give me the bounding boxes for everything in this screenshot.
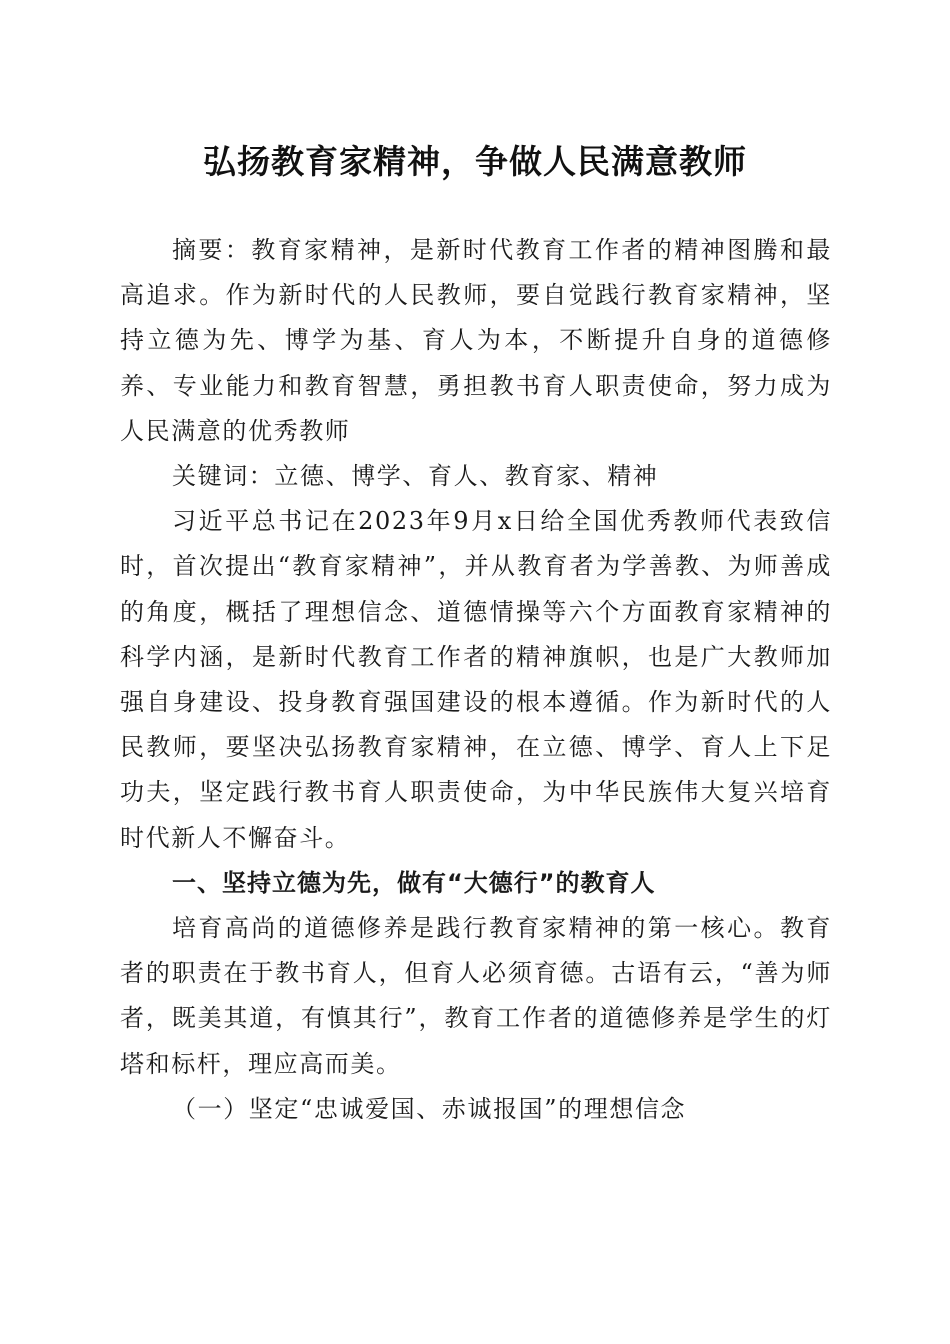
keywords-line: 关键词：立德、博学、育人、教育家、精神 [172, 462, 659, 491]
document-body [120, 228, 832, 1132]
abstract-paragraph: 摘要：教育家精神，是新时代教育工作者的精神图腾和最高追求。作为新时代的人民教师，要自觉践行教育家精神，坚持立德为先、博学为基、育人为本，不断提升自身的道德修养、专业能力和教育智慧，勇担教书育人职责使命，努力成为人民满意的优秀教师 [120, 236, 832, 445]
section-heading: 一、坚持立德为先，做有“大德行”的教育人 [172, 868, 656, 897]
document-title: 弘扬教育家精神，争做人民满意教师 [203, 142, 747, 181]
section-paragraph: 培育高尚的道德修养是践行教育家精神的第一核心。教育者的职责在于教书育人，但育人必须育德。古语有云，“善为师者，既美其道，有慎其行”，教育工作者的道德修养是学生的灯塔和标杆，理应高而美。 [120, 914, 832, 1078]
subsection-heading: （一）坚定“忠诚爱国、赤诚报国”的理想信念 [172, 1094, 687, 1123]
intro-paragraph: 习近平总书记在2023年9月x日给全国优秀教师代表致信时，首次提出“教育家精神”，并从教育者为学善教、为师善成的角度，概括了理想信念、道德情操等六个方面教育家精神的科学内涵，是新时代教育工作者的精神旗帜，也是广大教师加强自身建设、投身教育强国建设的根本遵循。作为新时代的人民教师，要坚决弘扬教育家精神，在立德、博学、育人上下足功夫，坚定践行教书育人职责使命，为中华民族伟大复兴培育时代新人不懈奋斗。 [120, 507, 832, 852]
